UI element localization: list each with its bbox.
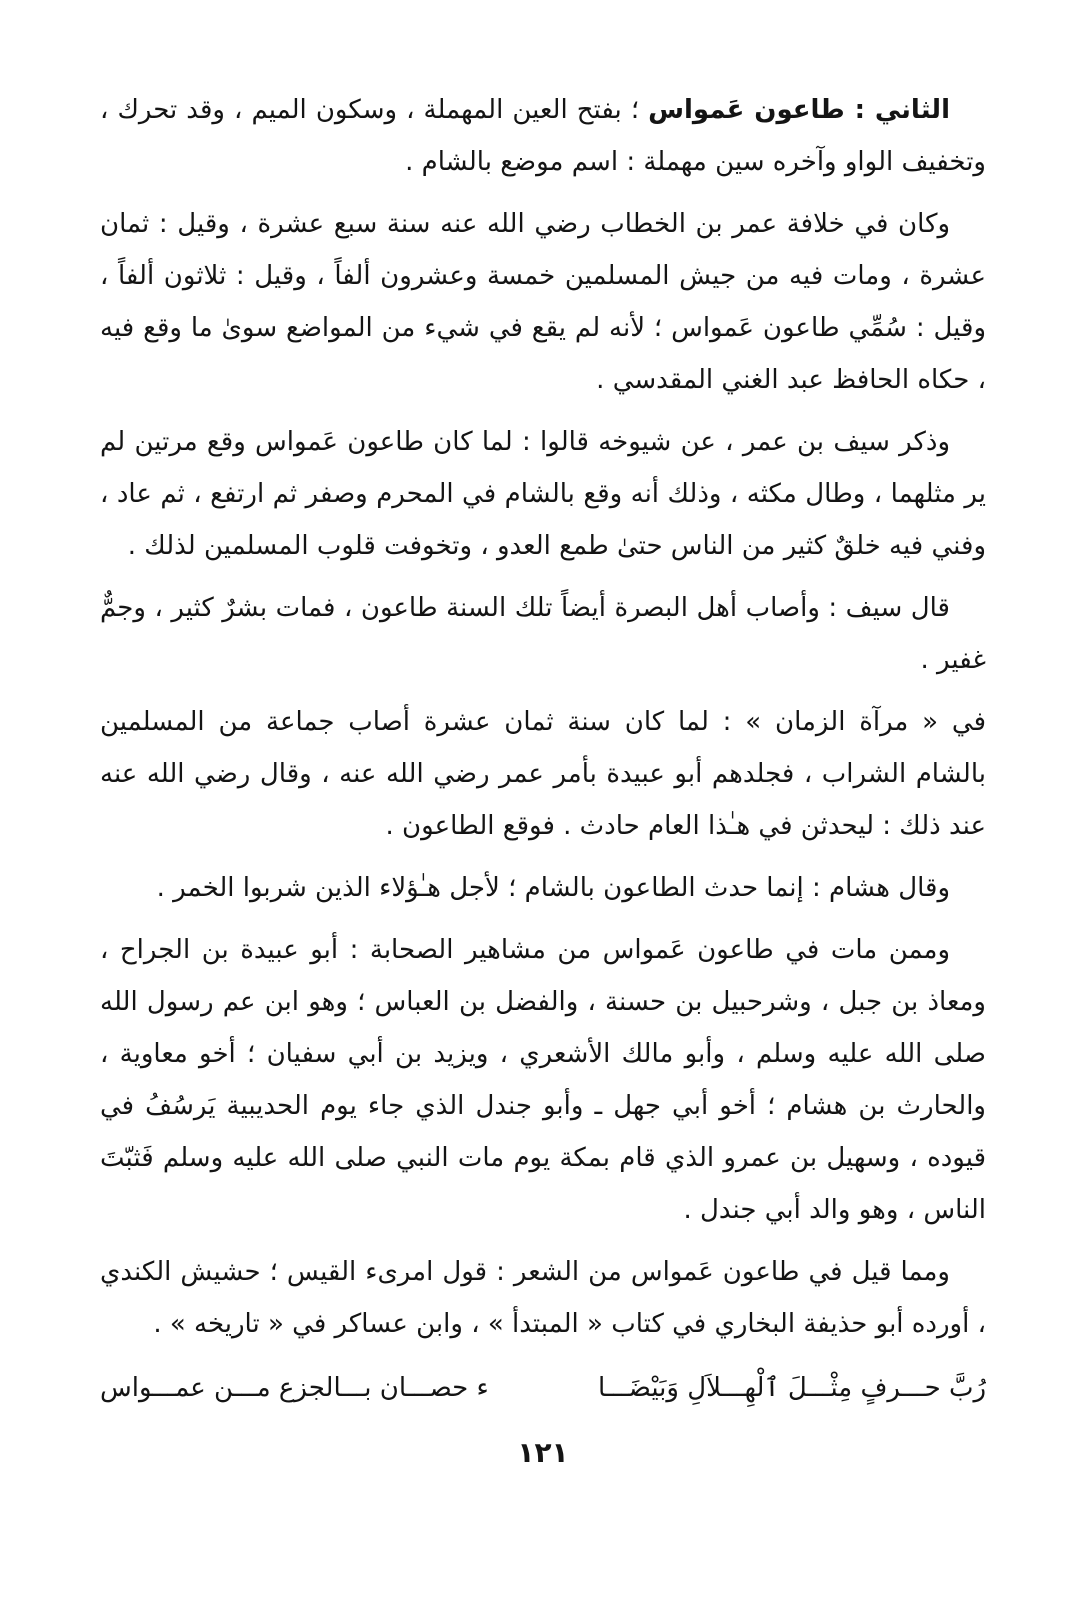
paragraph-2: وكان في خلافة عمر بن الخطاب رضي الله عنه سنة سبع عشرة ، وقيل : ثمان عشرة ، ومات فيه من جيش المسلمين خمسة وعشرون ألفاً ، وقيل : ثلاثون ألفاً ، وقيل : سُمِّي طاعون عَمواس ؛ لأنه لم يقع في شيء من المواضع سوىٰ ما وقع فيه ، حكاه الحافظ عبد الغني المقدسي . xyxy=(100,209,986,395)
paragraph-3: وذكر سيف بن عمر ، عن شيوخه قالوا : لما كان طاعون عَمواس وقع مرتين لم ير مثلهما ، وطال مكثه ، وذلك أنه وقع بالشام في المحرم وصفر ثم ارتفع ، ثم عاد ، وفني فيه خلقٌ كثير من الناس حتىٰ طمع العدو ، وتخوفت قلوب المسلمين لذلك . xyxy=(100,427,986,561)
paragraph-8: ومما قيل في طاعون عَمواس من الشعر : قول امرىء القيس ؛ حشيش الكندي ، أورده أبو حذيفة البخاري في كتاب « المبتدأ » ، وابن عساكر في « تاريخه » . xyxy=(100,1257,986,1339)
paragraph-1-text: ؛ بفتح العين المهملة ، وسكون الميم ، وقد تحرك ، وتخفيف الواو وآخره سين مهملة : اسم موضع بالشام . xyxy=(100,95,986,177)
paragraph-7: وممن مات في طاعون عَمواس من مشاهير الصحابة : أبو عبيدة بن الجراح ، ومعاذ بن جبل ، وشرحبيل بن حسنة ، والفضل بن العباس ؛ وهو ابن عم رسول الله صلى الله عليه وسلم ، وأبو مالك الأشعري ، ويزيد بن أبي سفيان ؛ أخو معاوية ، والحارث بن هشام ؛ أخو أبي جهل ـ وأبو جندل الذي جاء يوم الحديبية يَرسُفُ في قيوده ، وسهيل بن عمرو الذي قام بمكة يوم مات النبي صلى الله عليه وسلم فَثبّتَ الناس ، وهو والد أبي جندل . xyxy=(100,935,986,1225)
paragraph-6: وقال هشام : إنما حدث الطاعون بالشام ؛ لأجل هـٰؤلاء الذين شربوا الخمر . xyxy=(156,873,950,903)
section-heading: الثاني : طاعون عَمواس xyxy=(648,95,950,125)
paragraph-4: قال سيف : وأصاب أهل البصرة أيضاً تلك السنة طاعون ، فمات بشرٌ كثير ، وجمٌّ غفير . xyxy=(100,593,986,675)
paragraph-5: في « مرآة الزمان » : لما كان سنة ثمان عشرة أصاب جماعة من المسلمين بالشام الشراب ، فجلدهم أبو عبيدة بأمر عمر رضي الله عنه ، وقال رضي الله عنه عند ذلك : ليحدثن في هـٰذا العام حادث . فوقع الطاعون . xyxy=(100,707,986,841)
paragraph-1 xyxy=(100,84,986,188)
verse-first-hemistich: رُبَّ حـــرفٍ مِثْـــلَ ٱلْهِـــلاَلِ وَبَيْضَـــا xyxy=(598,1373,986,1403)
verse-second-hemistich: ء حصـــان بـــالجزع مـــن عمـــواس xyxy=(100,1373,489,1403)
body-text xyxy=(100,84,986,1360)
poem-verse xyxy=(100,1362,986,1418)
page-number: ١٢١ xyxy=(517,1436,569,1469)
